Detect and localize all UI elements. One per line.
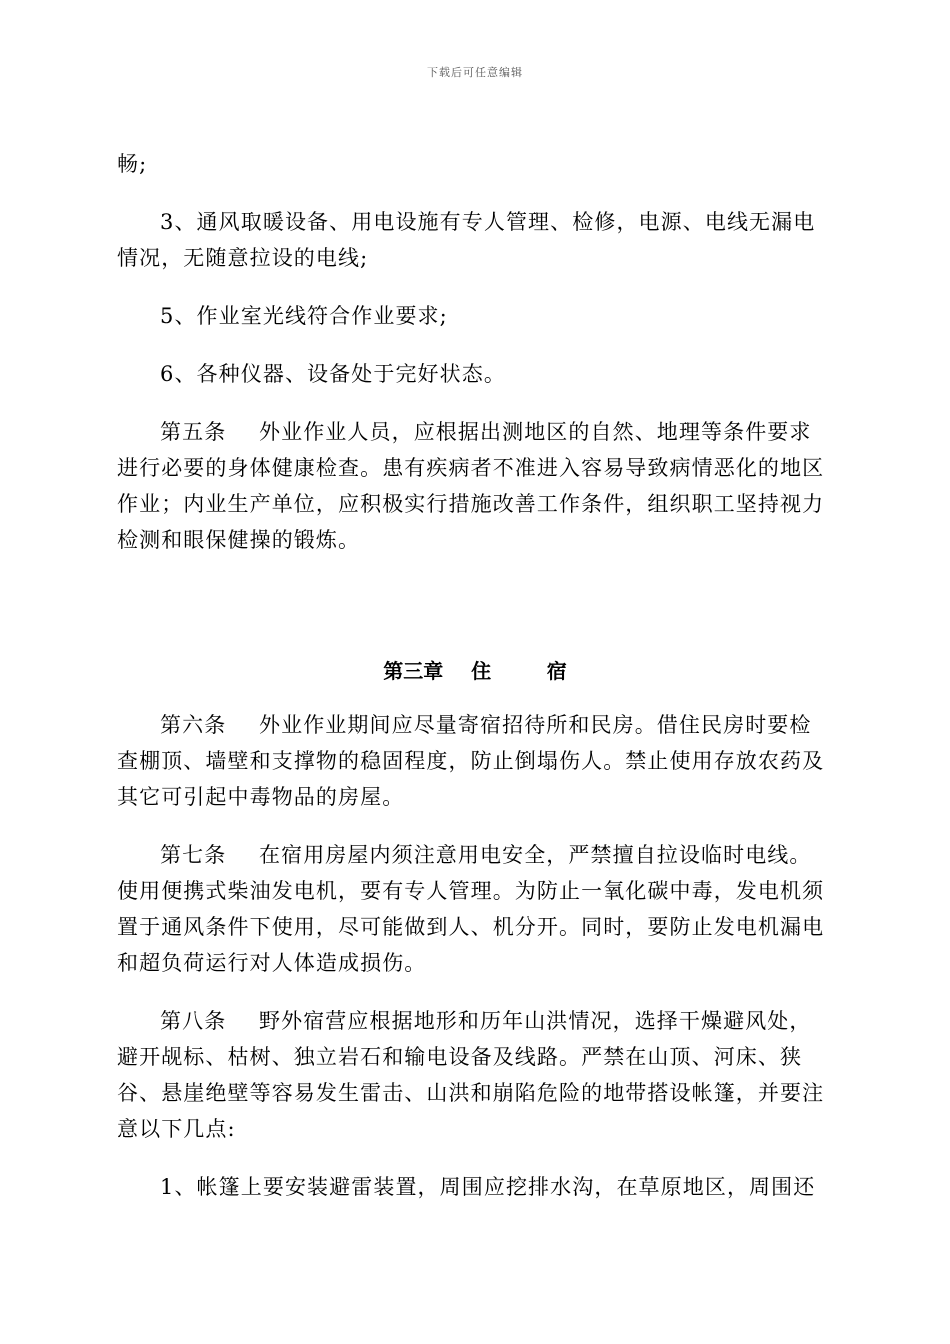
article-number: 第七条	[160, 843, 227, 867]
document-body	[117, 146, 833, 1205]
paragraph-item-1	[117, 1169, 833, 1205]
article-number: 第五条	[160, 420, 227, 444]
text-line: 5、作业室光线符合作业要求;	[160, 304, 448, 328]
text-line: 情况，无随意拉设的电线;	[117, 246, 369, 270]
article-6	[117, 707, 833, 815]
text-line: 作业；内业生产单位，应积极实行措施改善工作条件，组织职工坚持视力	[117, 492, 825, 516]
text-line: 1、帐篷上要安装避雷装置，周围应挖排水沟，在草原地区，周围还	[160, 1175, 816, 1199]
text-line: 置于通风条件下使用，尽可能做到人、机分开。同时，要防止发电机漏电	[117, 915, 825, 939]
text-line: 和超负荷运行对人体造成损伤。	[117, 951, 427, 975]
text-line	[117, 707, 833, 743]
paragraph-item-6	[117, 356, 833, 392]
article-8	[117, 1003, 833, 1147]
article-text: 在宿用房屋内须注意用电安全，严禁擅自拉设临时电线。	[259, 843, 812, 867]
text-line	[117, 1003, 833, 1039]
text-line: 避开觇标、枯树、独立岩石和输电设备及线路。严禁在山顶、河床、狭	[117, 1045, 803, 1069]
article-text: 野外宿营应根据地形和历年山洪情况，选择干燥避风处，	[259, 1009, 812, 1033]
text-line: 查棚顶、墙壁和支撑物的稳固程度，防止倒塌伤人。禁止使用存放农药及	[117, 749, 825, 773]
text-line: 其它可引起中毒物品的房屋。	[117, 785, 405, 809]
text-line: 谷、悬崖绝壁等容易发生雷击、山洪和崩陷危险的地带搭设帐篷，并要注	[117, 1081, 825, 1105]
text-line: 使用便携式柴油发电机，要有专人管理。为防止一氧化碳中毒，发电机须	[117, 879, 825, 903]
page-header: 下载后可任意编辑	[427, 66, 523, 79]
text-line	[117, 414, 833, 450]
paragraph-item-3	[117, 204, 833, 276]
article-number: 第六条	[160, 713, 227, 737]
text-line: 进行必要的身体健康检查。患有疾病者不准进入容易导致病情恶化的地区	[117, 456, 825, 480]
chapter-heading: 第三章 住 宿	[383, 659, 567, 683]
text-line	[117, 837, 833, 873]
text-line: 畅;	[117, 152, 148, 176]
article-7	[117, 837, 833, 981]
paragraph-continuation	[117, 146, 833, 182]
text-line: 检测和眼保健操的锻炼。	[117, 528, 361, 552]
article-text: 外业作业期间应尽量寄宿招待所和民房。借住民房时要检	[259, 713, 812, 737]
text-line: 意以下几点:	[117, 1117, 236, 1141]
text-line: 6、各种仪器、设备处于完好状态。	[160, 362, 506, 386]
article-5	[117, 414, 833, 558]
article-text: 外业作业人员，应根据出测地区的自然、地理等条件要求	[259, 420, 812, 444]
text-line: 3、通风取暖设备、用电设施有专人管理、检修，电源、电线无漏电	[160, 210, 816, 234]
paragraph-item-5	[117, 298, 833, 334]
article-number: 第八条	[160, 1009, 227, 1033]
